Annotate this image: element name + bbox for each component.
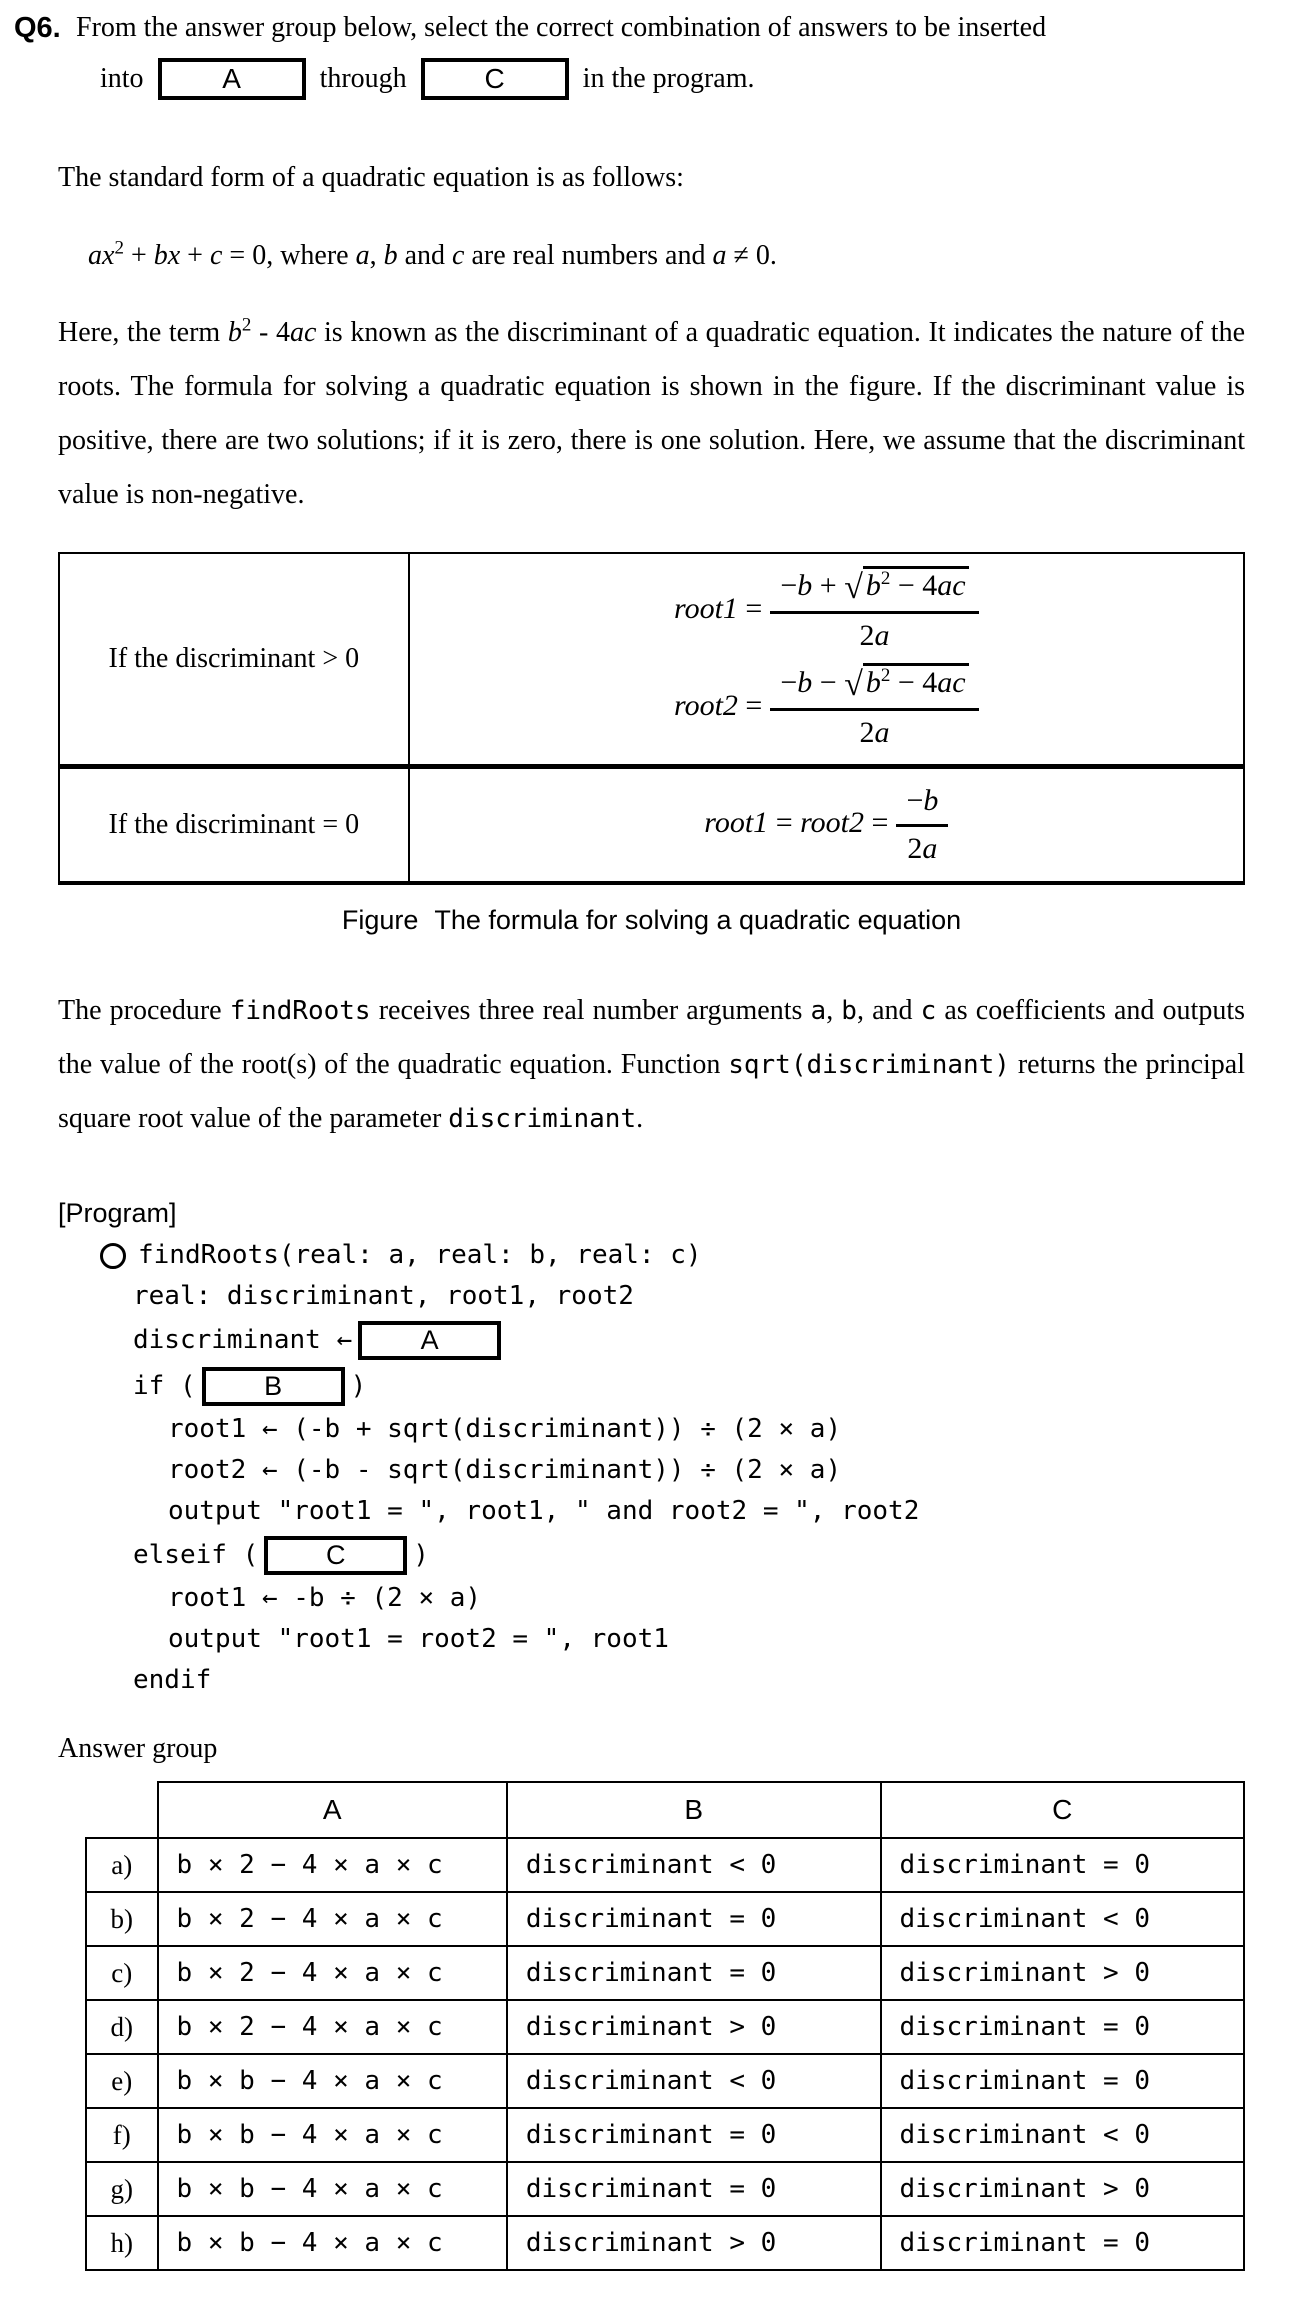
blank-a-label: A xyxy=(222,63,241,94)
question-line-2 xyxy=(76,58,1245,100)
radical-sign: √ xyxy=(844,665,863,703)
code-line-procedure-header: findRoots(real: a, real: b, real: c) xyxy=(58,1235,1245,1276)
figure-caption-text: The formula for solving a quadratic equation xyxy=(434,905,962,935)
code-line-endif: endif xyxy=(133,1665,212,1695)
blank-box-program-b xyxy=(202,1367,345,1406)
answer-header-c: C xyxy=(881,1782,1244,1838)
answer-cell-b: discriminant = 0 xyxy=(507,2108,881,2162)
question-into-text: into xyxy=(100,63,144,94)
blank-b-label: B xyxy=(264,1371,283,1401)
answer-cell-b: discriminant = 0 xyxy=(507,1892,881,1946)
answer-cell-a: b × 2 − 4 × a × c xyxy=(158,2000,507,2054)
question-through-text: through xyxy=(319,63,407,94)
discriminant-zero-row xyxy=(59,767,1244,884)
answer-row-c xyxy=(86,1946,1244,2000)
answer-cell-c: discriminant = 0 xyxy=(881,2000,1244,2054)
answer-cell-c: discriminant > 0 xyxy=(881,2162,1244,2216)
answer-cell-b: discriminant > 0 xyxy=(507,2216,881,2270)
code-line-if: if ( B ) xyxy=(58,1363,1245,1409)
document-body xyxy=(0,162,1301,2271)
code-line-root2: root2 ← (-b - sqrt(discriminant)) ÷ (2 × a) xyxy=(168,1455,842,1485)
answer-header-a: A xyxy=(158,1782,507,1838)
radical-sign: √ xyxy=(844,568,863,606)
answer-cell-a: b × 2 − 4 × a × c xyxy=(158,1838,507,1892)
answer-cell-b: discriminant < 0 xyxy=(507,2054,881,2108)
formula-equal-roots: root1 = root2 = $\frac{-b}{2a}$ xyxy=(411,784,1242,866)
radicand: $b^2 - 4ac$ xyxy=(863,566,969,602)
answer-cell-c: discriminant > 0 xyxy=(881,1946,1244,2000)
question-section xyxy=(0,0,1301,100)
question-body xyxy=(76,10,1245,100)
answer-row-h xyxy=(86,2216,1244,2270)
program-label: [Program] xyxy=(58,1198,177,1228)
answer-cell-a: b × b − 4 × a × c xyxy=(158,2108,507,2162)
procedure-circle-icon xyxy=(100,1243,126,1269)
code-line-assign-discriminant: discriminant ← A xyxy=(58,1317,1245,1363)
blank-box-program-a xyxy=(358,1321,501,1360)
answer-header-row xyxy=(86,1782,1244,1838)
answer-group-label: Answer group xyxy=(58,1733,218,1764)
answer-header-corner xyxy=(86,1782,158,1838)
discriminant-paragraph: Here, the term $b^2 - 4ac$ is known as the discriminant of a quadratic equation. It indicates the nature of the roots. The formula for solving a quadratic equation is shown in the figure. If the discriminant value is positive, there are two solutions; if it is zero, there is one solution. Here, we assume that the discriminant value is non-negative. xyxy=(58,314,1246,510)
answer-cell-b: discriminant < 0 xyxy=(507,1838,881,1892)
formula-root2: root2 = $\frac{-b - √ b^2 - 4ac}{2a}$ xyxy=(411,666,1242,750)
answer-cell-b: discriminant = 0 xyxy=(507,1946,881,2000)
fraction-equal-roots: $\frac{-b}{2a}$ xyxy=(896,784,948,866)
formulas-two-roots xyxy=(409,553,1244,767)
code-line-root1: root1 ← (-b + sqrt(discriminant)) ÷ (2 × a) xyxy=(168,1414,842,1444)
answer-row-f xyxy=(86,2108,1244,2162)
answer-cell-b: discriminant > 0 xyxy=(507,2000,881,2054)
blank-box-a xyxy=(158,58,306,100)
blank-c-label: C xyxy=(325,1540,346,1570)
formula-equal-roots-cell xyxy=(409,767,1244,884)
question-tail-text: in the program. xyxy=(582,63,755,94)
blank-box-c xyxy=(421,58,569,100)
answer-key: c) xyxy=(86,1946,158,2000)
code-line-root1-single: root1 ← -b ÷ (2 × a) xyxy=(168,1583,482,1613)
answer-cell-c: discriminant < 0 xyxy=(881,2108,1244,2162)
answer-key: e) xyxy=(86,2054,158,2108)
figure-caption-label: Figure xyxy=(341,905,419,935)
answer-key: f) xyxy=(86,2108,158,2162)
answer-row-d xyxy=(86,2000,1244,2054)
answer-cell-c: discriminant = 0 xyxy=(881,1838,1244,1892)
code-line-elseif: elseif ( C ) xyxy=(58,1532,1245,1578)
formula-table xyxy=(58,552,1245,885)
question-line-1: From the answer group below, select the correct combination of answers to be inserted xyxy=(76,12,1047,43)
answer-cell-c: discriminant = 0 xyxy=(881,2054,1244,2108)
blank-a-label: A xyxy=(420,1325,439,1355)
answer-cell-a: b × 2 − 4 × a × c xyxy=(158,1946,507,2000)
answer-cell-a: b × b − 4 × a × c xyxy=(158,2216,507,2270)
answer-row-a xyxy=(86,1838,1244,1892)
answer-row-b xyxy=(86,1892,1244,1946)
condition-discriminant-positive: If the discriminant > 0 xyxy=(59,553,409,767)
code-line-output1: output "root1 = ", root1, " and root2 = ", root2 xyxy=(168,1496,920,1526)
answer-cell-a: b × 2 − 4 × a × c xyxy=(158,1892,507,1946)
answer-key: h) xyxy=(86,2216,158,2270)
answer-table xyxy=(85,1781,1245,2271)
answer-cell-c: discriminant = 0 xyxy=(881,2216,1244,2270)
answer-row-g xyxy=(86,2162,1244,2216)
blank-box-program-c xyxy=(264,1536,407,1575)
discriminant-positive-row xyxy=(59,553,1244,767)
answer-row-e xyxy=(86,2054,1244,2108)
answer-cell-c: discriminant < 0 xyxy=(881,1892,1244,1946)
blank-c-label: C xyxy=(484,63,505,94)
fraction-root1: $\frac{-b + √ b^2 - 4ac}{2a}$ xyxy=(770,569,978,653)
answer-key: b) xyxy=(86,1892,158,1946)
radicand: $b^2 - 4ac$ xyxy=(863,663,969,699)
answer-key: d) xyxy=(86,2000,158,2054)
answer-header-b: B xyxy=(507,1782,881,1838)
question-number: Q6. xyxy=(14,12,61,44)
answer-cell-a: b × b − 4 × a × c xyxy=(158,2054,507,2108)
answer-cell-a: b × b − 4 × a × c xyxy=(158,2162,507,2216)
code-line-output2: output "root1 = root2 = ", root1 xyxy=(168,1624,669,1654)
formula-root1: root1 = $\frac{-b + √ b^2 - 4ac}{2a}$ xyxy=(411,569,1242,653)
quadratic-equation: $ax^2$ + bx + c = 0, where a, b and c are real numbers and a ≠ 0. xyxy=(88,237,777,271)
answer-cell-b: discriminant = 0 xyxy=(507,2162,881,2216)
figure-caption xyxy=(58,905,1245,936)
answer-key: a) xyxy=(86,1838,158,1892)
answer-key: g) xyxy=(86,2162,158,2216)
condition-discriminant-zero: If the discriminant = 0 xyxy=(59,767,409,884)
program-code xyxy=(58,1235,1245,1701)
standard-form-text: The standard form of a quadratic equation is as follows: xyxy=(58,162,684,193)
code-line-declaration: real: discriminant, root1, root2 xyxy=(133,1281,634,1311)
procedure-paragraph: The procedure findRoots receives three real number arguments a, b, and c as coefficients and outputs the value of the root(s) of the quadratic equation. Function sqrt(discriminant) returns the principal square root value of the parameter discriminant. xyxy=(58,995,1245,1134)
fraction-root2: $\frac{-b - √ b^2 - 4ac}{2a}$ xyxy=(770,666,978,750)
